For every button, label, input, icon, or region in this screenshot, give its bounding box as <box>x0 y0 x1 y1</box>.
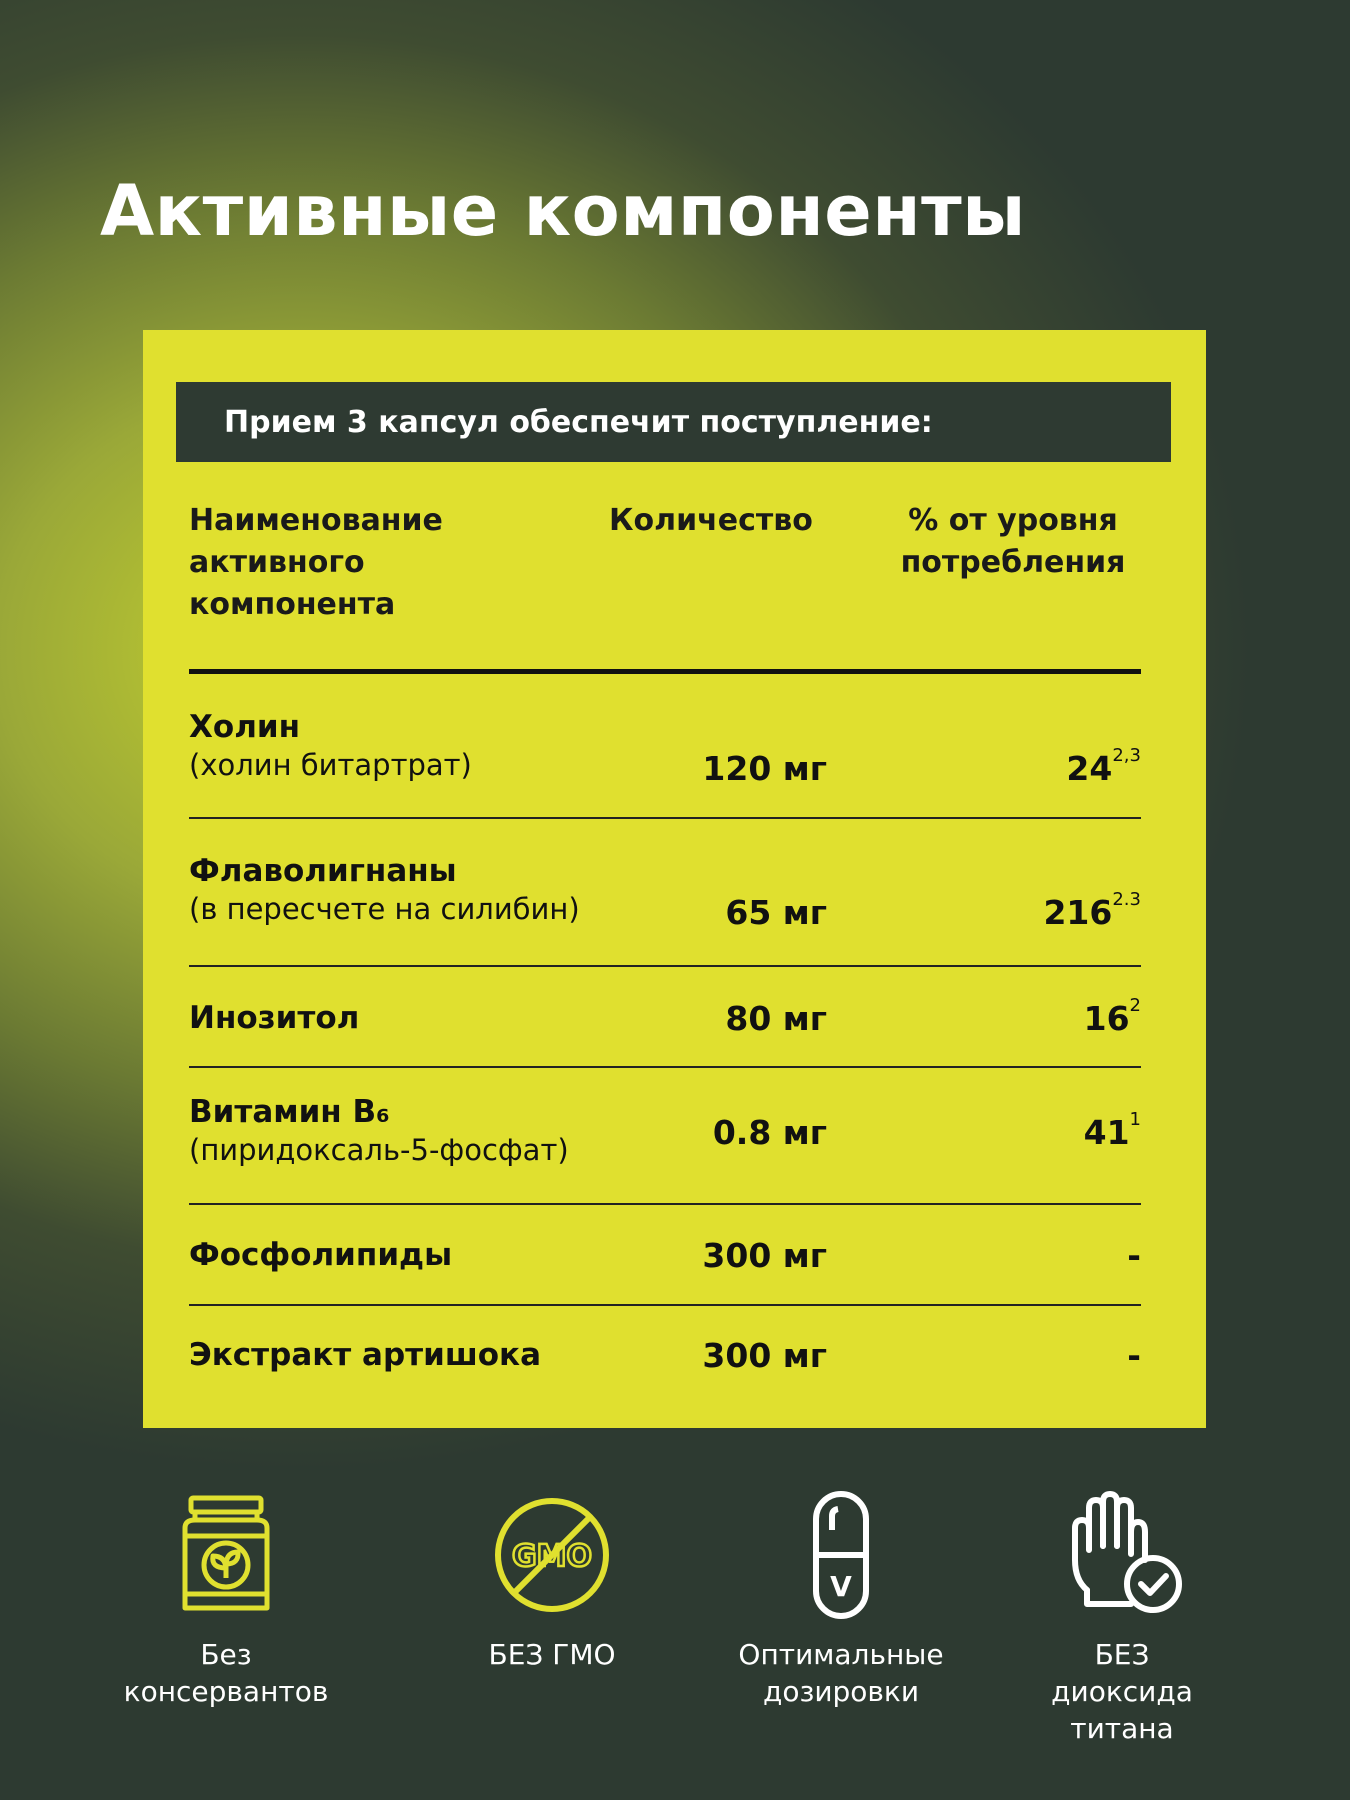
table-row <box>189 1093 1141 1173</box>
feature-no-titanium-dioxide <box>992 1490 1252 1747</box>
row-pct: 24$^{2,3}$ <box>1066 745 1141 788</box>
features-row <box>0 1490 1350 1780</box>
hand-check-icon <box>1057 1490 1187 1620</box>
row-pct: - <box>1127 1336 1141 1375</box>
row-qty: 300 мг <box>702 1336 827 1375</box>
row-qty: 0.8 мг <box>712 1113 827 1152</box>
feature-label: Без консервантов <box>123 1638 329 1708</box>
row-pct: $41^1$ <box>1083 1109 1141 1152</box>
dose-banner: Прием 3 капсул обеспечит поступление: <box>176 382 1171 462</box>
table-row <box>189 1332 1141 1382</box>
jar-icon <box>161 1490 291 1620</box>
row-qty: 65 мг <box>725 893 827 932</box>
row-qty: 300 мг <box>702 1236 827 1275</box>
row-name: Холин <box>189 709 301 745</box>
row-divider <box>189 1203 1141 1205</box>
table-row <box>189 708 1141 788</box>
no-gmo-icon <box>487 1490 617 1620</box>
table-row <box>189 852 1141 932</box>
row-pct: $16^2$ <box>1083 995 1141 1038</box>
row-name: Инозитол <box>189 1000 360 1036</box>
row-name: Флаволигнаны <box>189 853 457 889</box>
row-sub: (холин битартрат) <box>189 748 472 782</box>
row-name: Экстракт артишока <box>189 1337 542 1373</box>
capsule-letter: V <box>830 1570 852 1603</box>
row-qty: 120 мг <box>702 749 827 788</box>
row-sub: (в пересчете на силибин) <box>189 892 580 926</box>
feature-label: БЕЗ ГМО <box>488 1638 616 1671</box>
page-title: Активные компоненты <box>100 170 1026 252</box>
header-divider <box>189 669 1141 674</box>
feature-optimal-dosage <box>711 1490 971 1710</box>
feature-no-gmo <box>422 1490 682 1673</box>
row-name: Витамин B₆ <box>189 1094 390 1130</box>
feature-label: Оптимальные дозировки <box>738 1638 944 1708</box>
header-qty: Количество <box>609 503 813 538</box>
row-divider <box>189 1066 1141 1068</box>
header-name: Наименование активного компонента <box>189 503 443 622</box>
row-divider <box>189 965 1141 967</box>
row-pct: $216^{2.3}$ <box>1043 889 1141 932</box>
row-divider <box>189 817 1141 819</box>
table-row <box>189 995 1141 1045</box>
row-qty: 80 мг <box>725 999 827 1038</box>
row-divider <box>189 1304 1141 1306</box>
feature-label: БЕЗ диоксида титана <box>1051 1638 1193 1745</box>
row-name: Фосфолипиды <box>189 1237 453 1273</box>
gmo-text: GMO <box>512 1539 592 1574</box>
table-row <box>189 1232 1141 1282</box>
row-sub: (пиридоксаль-5-фосфат) <box>189 1133 569 1167</box>
header-pct: % от уровня потребления <box>900 503 1126 580</box>
capsule-icon <box>776 1490 906 1620</box>
feature-no-preservatives <box>96 1490 356 1710</box>
composition-card <box>143 330 1206 1428</box>
row-pct: - <box>1127 1236 1141 1275</box>
